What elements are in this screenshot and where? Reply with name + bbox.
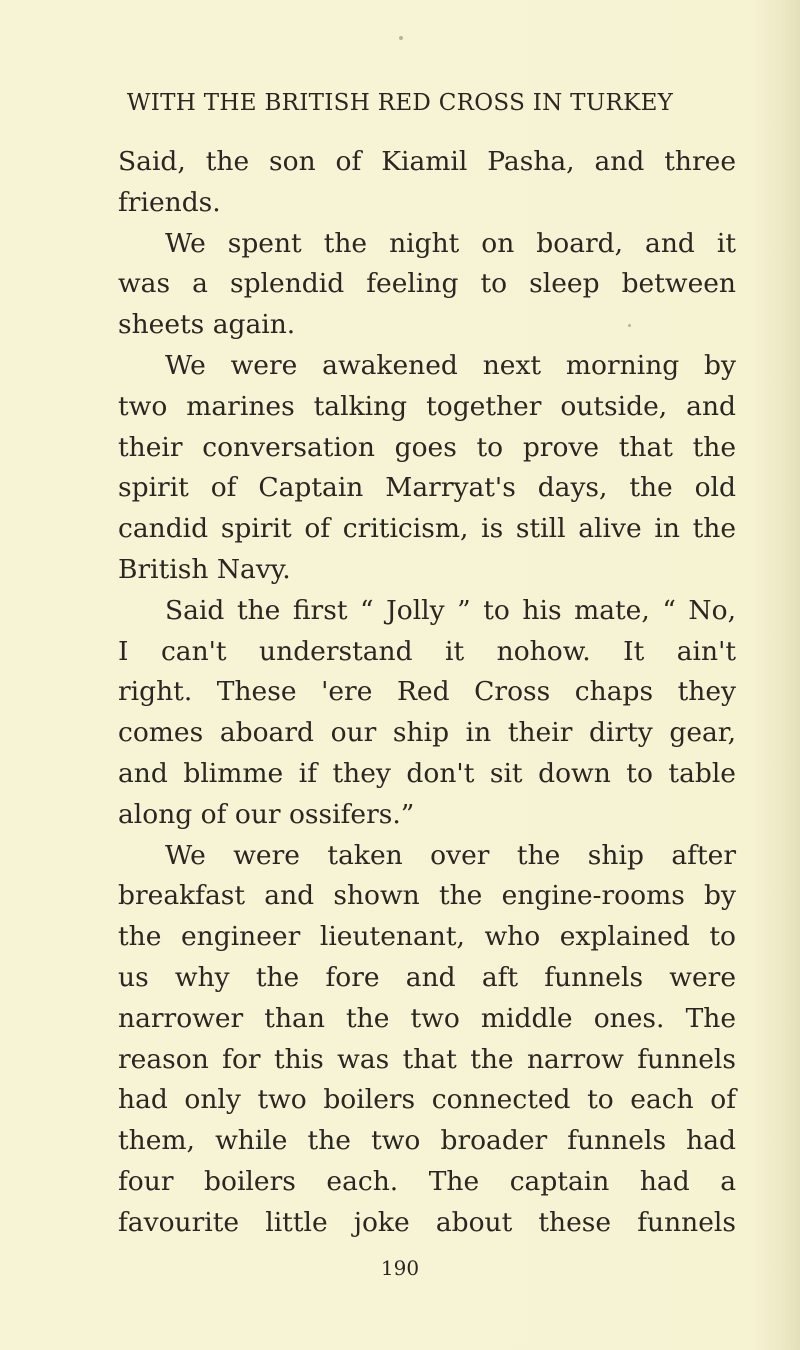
paper-speck xyxy=(399,36,403,40)
text-line: along of our ossifers.” xyxy=(118,798,415,830)
text-line: We were awakened next morning by xyxy=(165,349,736,381)
text-line: right. These 'ere Red Cross chaps they xyxy=(118,676,736,708)
page-number: 190 xyxy=(380,1256,420,1280)
text-line: British Navy. xyxy=(118,553,291,585)
text-line: Said, the son of Kiamil Pasha, and three xyxy=(118,146,736,177)
text-line: spirit of Captain Marryat's days, the old xyxy=(118,472,736,504)
text-line: four boilers each. The captain had a xyxy=(118,1165,736,1197)
text-line: the engineer lieutenant, who explained to xyxy=(118,921,736,953)
text-line: sheets again. xyxy=(118,309,296,341)
text-line: I can't understand it nohow. It ain't xyxy=(118,635,736,667)
text-line: breakfast and shown the engine-rooms by xyxy=(118,880,736,912)
text-line: comes aboard our ship in their dirty gear, xyxy=(118,717,736,749)
text-line: narrower than the two middle ones. The xyxy=(118,1002,736,1034)
text-line: friends. xyxy=(118,186,221,218)
text-line: reason for this was that the narrow funnels xyxy=(118,1043,736,1075)
text-line: favourite little joke about these funnels xyxy=(118,1206,736,1238)
text-line: them, while the two broader funnels had xyxy=(118,1125,736,1157)
text-line: their conversation goes to prove that the xyxy=(118,431,736,463)
text-line: us why the fore and aft funnels were xyxy=(118,961,736,993)
text-line: had only two boilers connected to each of xyxy=(118,1084,736,1116)
text-line: and blimme if they don't sit down to table xyxy=(118,757,736,789)
text-line: candid spirit of criticism, is still alive in the xyxy=(118,513,736,545)
text-line: We were taken over the ship after xyxy=(165,839,736,871)
body-text xyxy=(118,142,736,1244)
text-line: was a splendid feeling to sleep between xyxy=(118,268,736,300)
text-line: Said the first “ Jolly ” to his mate, “ No, xyxy=(165,594,736,626)
text-line: We spent the night on board, and it xyxy=(165,227,736,259)
text-line: two marines talking together outside, and xyxy=(118,390,736,422)
running-head: WITH THE BRITISH RED CROSS IN TURKEY xyxy=(126,90,674,116)
